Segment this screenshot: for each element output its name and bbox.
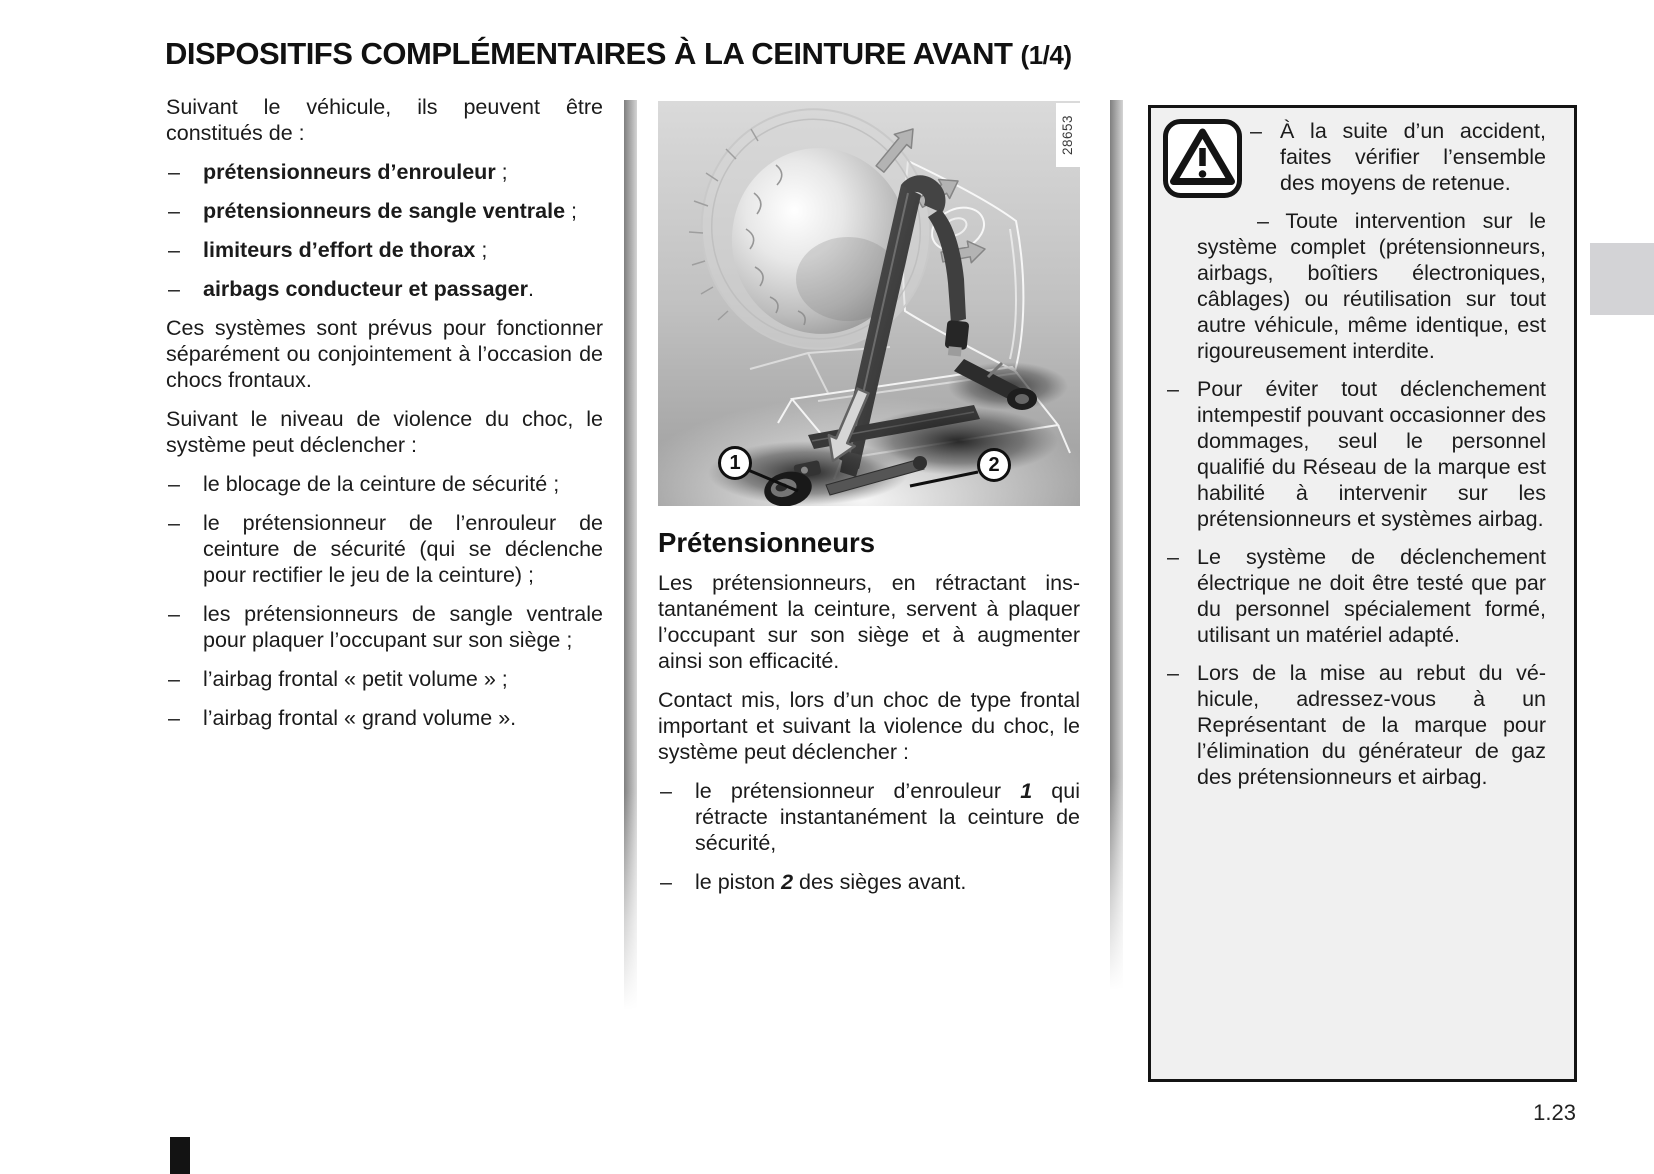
left-column xyxy=(166,94,603,744)
dash-bullet: – xyxy=(168,602,180,626)
list-item xyxy=(166,666,603,692)
intro-paragraph: Suivant le véhicule, ils peuvent être constitués de : xyxy=(166,95,603,145)
body-paragraph: Les prétensionneurs, en rétractant instantanément la ceinture, servent à plaquer l’occupant sur son siège et à augmenter ainsi son efficacité. xyxy=(658,571,1080,673)
body-paragraph: Suivant le niveau de violence du choc, le système peut déclencher : xyxy=(166,407,603,457)
warning-triangle-icon xyxy=(1163,119,1242,198)
list-item-text: l’airbag frontal « petit volume » ; xyxy=(203,667,508,691)
warning-first-row xyxy=(1167,116,1546,198)
figure-number xyxy=(1056,103,1080,167)
middle-column xyxy=(658,92,1080,908)
dash-bullet: – xyxy=(168,472,180,496)
dash-bullet: – xyxy=(168,667,180,691)
warning-item-text: Le système de déclenchement électrique ne doit être testé que par du personnel spécialement formé, utilisant un matériel adapté. xyxy=(1197,545,1546,647)
section-heading: Prétensionneurs xyxy=(658,527,876,558)
list-item-text: le piston xyxy=(695,870,782,894)
list-item xyxy=(166,198,603,224)
warning-item-text: Lors de la mise au rebut du véhicule, adressez-vous à un Représentant de la marque pour l’élimination du générateur de gaz des prétensionneurs et airbag. xyxy=(1197,661,1546,789)
illustration-canvas xyxy=(658,101,1080,506)
page-title-fraction: (1/4) xyxy=(1020,40,1072,70)
warning-box xyxy=(1148,105,1577,1082)
list-item xyxy=(166,237,603,263)
list-item xyxy=(166,159,603,185)
dash-bullet: – xyxy=(660,779,672,803)
page-title xyxy=(165,36,1072,72)
column-divider xyxy=(624,100,637,1010)
dash-bullet: – xyxy=(1250,119,1262,143)
list-item-rest: . xyxy=(528,277,534,301)
list-item-rest: ; xyxy=(565,199,577,223)
list-item xyxy=(166,510,603,588)
list-item xyxy=(658,869,1080,895)
callout-1: 1 xyxy=(718,446,752,480)
warning-item-text: Pour éviter tout déclenchement intempestif pouvant occasionner des dommages, seul le personnel qualifié du Réseau de la marque est habilité à intervenir sur les prétensionneurs et systèmes airbag. xyxy=(1197,377,1546,531)
callout-2: 2 xyxy=(977,448,1011,482)
list-item-text: des sièges avant. xyxy=(793,870,967,894)
dash-bullet: – xyxy=(168,511,180,535)
list-item-rest: ; xyxy=(475,238,488,262)
figure-number-text: 28653 xyxy=(1060,114,1075,156)
dash-bullet: – xyxy=(1167,661,1179,685)
column-divider xyxy=(1110,100,1123,990)
dash-bullet: – xyxy=(1167,545,1179,569)
list-item-text: les prétensionneurs de sangle ventrale pour plaquer l’occupant sur son siège ; xyxy=(203,602,603,652)
callout-ref-1: 1 xyxy=(1020,779,1033,803)
list-item xyxy=(166,276,603,302)
dash-bullet: – xyxy=(1167,377,1179,401)
dash-bullet: – xyxy=(168,706,180,730)
warning-item: – Toute intervention sur le système complet (prétensionneurs, airbags, boîtiers électroniques, câblages) ou réutilisation sur tout autre véhicule, même identique, est rigoureusement interdite. xyxy=(1197,209,1546,363)
callout-ref-2: 2 xyxy=(781,870,794,894)
body-paragraph: Contact mis, lors d’un choc de type frontal important et suivant la violence du choc, le système peut déclencher : xyxy=(658,688,1080,764)
list-item xyxy=(166,705,603,731)
seat-airbag-illustration xyxy=(658,101,1080,506)
warning-item xyxy=(1167,544,1546,648)
list-item xyxy=(166,601,603,653)
dash-bullet: – xyxy=(168,199,180,223)
list-item-bold: airbags conducteur et passager xyxy=(203,277,528,301)
warning-item xyxy=(1167,376,1546,532)
list-item xyxy=(166,471,603,497)
warning-item-text: À la suite d’un accident, faites vérifier l’ensemble des moyens de retenue. xyxy=(1280,119,1546,195)
list-item-bold: limiteurs d’effort de thorax xyxy=(203,238,476,262)
dash-bullet: – xyxy=(660,870,672,894)
list-item-bold: prétensionneurs de sangle ventrale xyxy=(203,199,566,223)
dash-bullet: – xyxy=(168,160,180,184)
list-item-rest: ; xyxy=(495,160,508,184)
page-title-text: DISPOSITIFS COMPLÉMENTAIRES À LA CEINTURE AVANT xyxy=(165,36,1013,71)
list-item-text: le prétensionneur de l’enrouleur de ceinture de sécurité (qui se déclenche pour rectifier le jeu de la ceinture) ; xyxy=(203,511,603,587)
list-item xyxy=(658,778,1080,856)
section-tab-marker xyxy=(170,1137,190,1174)
list-item-bold: prétensionneurs d’enrouleur xyxy=(203,160,496,184)
list-item-text: qui rétracte instantanément la ceinture de sécurité, xyxy=(695,779,1080,855)
page-edge-tab xyxy=(1590,243,1654,315)
warning-item xyxy=(1167,660,1546,790)
body-paragraph: Ces systèmes sont prévus pour fonctionner séparément ou conjointement à l’occasion de chocs frontaux. xyxy=(166,316,603,392)
list-item-text: le blocage de la ceinture de sécurité ; xyxy=(203,472,560,496)
dash-bullet: – xyxy=(168,238,180,262)
warning-item xyxy=(1250,118,1546,196)
page-number: 1.23 xyxy=(1533,1100,1576,1125)
dash-bullet: – xyxy=(168,277,180,301)
list-item-text: le prétensionneur d’enrouleur xyxy=(695,779,1021,803)
list-item-text: l’airbag frontal « grand volume ». xyxy=(203,706,517,730)
